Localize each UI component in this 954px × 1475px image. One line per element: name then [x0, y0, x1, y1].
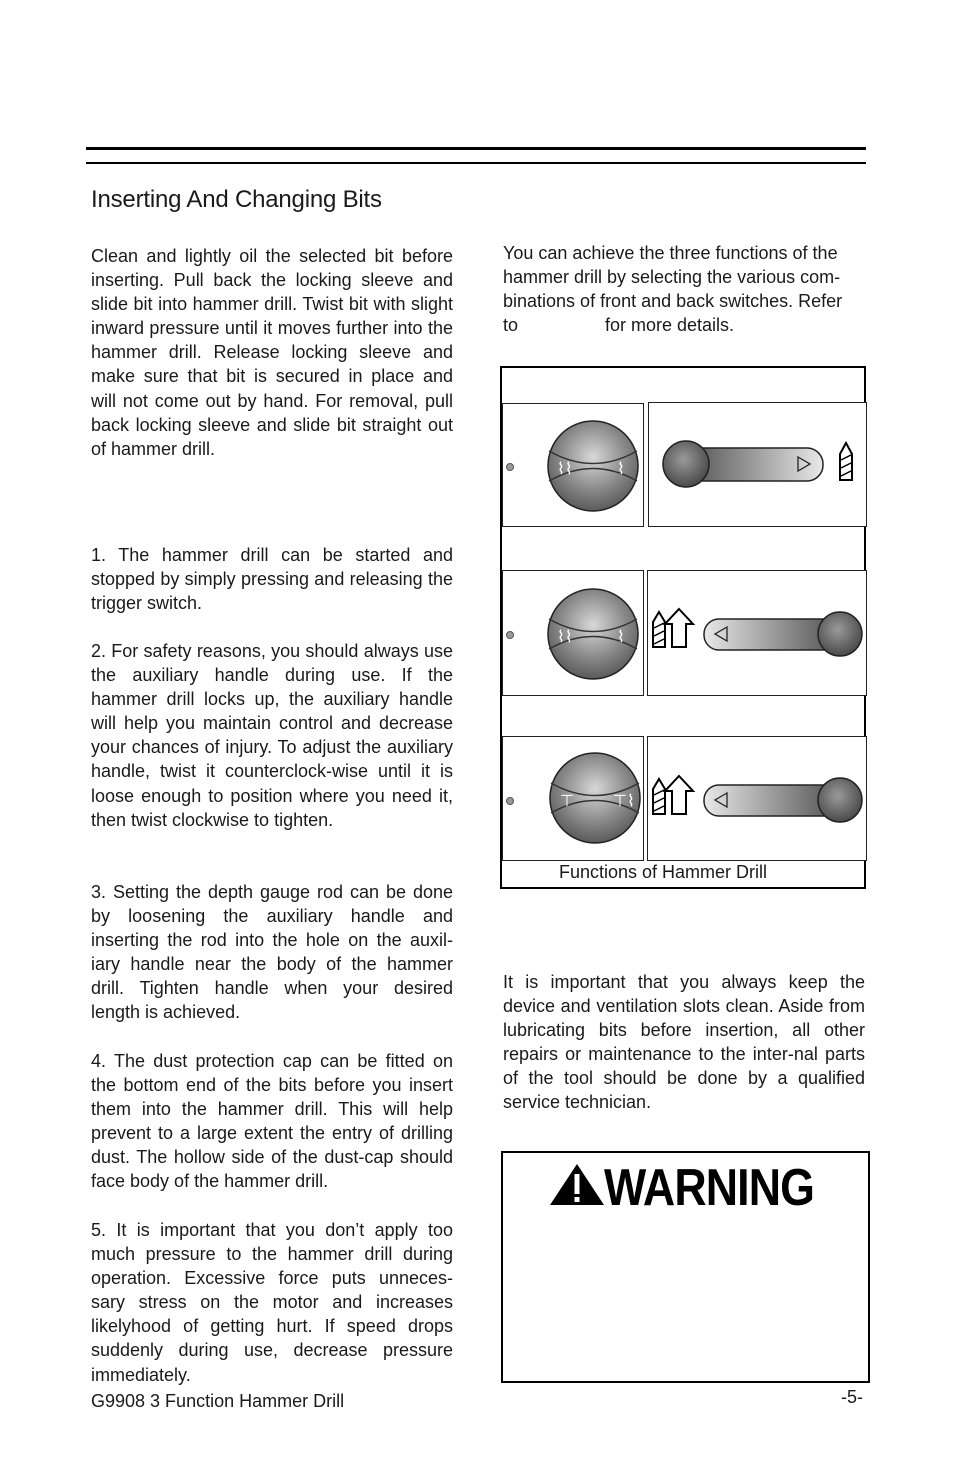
section-title: Inserting And Changing Bits: [91, 186, 382, 213]
warning-title: WARNING: [604, 1159, 815, 1217]
figure-caption: Functions of Hammer Drill: [559, 862, 768, 882]
step-5: 5. It is important that you don’t apply too much pressure to the hammer drill during operation. Excessive force puts unneces-sary stress on the motor and increases likelyhood of getting hurt. If speed drops suddenly during use, decrease pressure immediately.: [91, 1220, 453, 1385]
hammer-drill-mode-icon: [653, 776, 693, 814]
svg-text:⊤: ⊤: [560, 791, 574, 810]
footer-page-number: -5-: [841, 1387, 863, 1407]
function-intro-line-2: hammer drill by selecting the various com-: [503, 267, 841, 287]
step-3: 3. Setting the depth gauge rod can be done by loosening the auxiliary handle and inserting the rod into the hole on the auxil-iary handle near the body of the hammer drill. Tighten handle when your desired length is achieved.: [91, 882, 453, 1023]
insert-bits-paragraph: Clean and lightly oil the selected bit before inserting. Pull back the locking sleeve and slide bit into hammer drill. Twist bit with slight inward pressure until it moves further into the hammer drill. Release locking sleeve and make sure that bit is secured in place and will not come out by hand. For removal, pull back locking sleeve and slide bit straight out of hammer drill.: [91, 246, 453, 459]
selector-knob-icon: [507, 753, 641, 843]
function-intro-line-4b: for more details.: [605, 315, 735, 335]
maintenance-paragraph: It is important that you always keep the device and ventilation slots clean. Aside from lubricating bits before insertion, all other repairs or maintenance to the inter-nal parts of the tool should be done by a qualified service technician.: [503, 972, 865, 1113]
function-intro-line-1: You can achieve the three functions of the: [503, 243, 838, 263]
selector-knob-icon: [507, 589, 639, 679]
drill-bit-icon: [840, 443, 852, 480]
slide-switch-icon: [704, 612, 862, 656]
function-intro-line-4a: to: [503, 315, 519, 335]
svg-text:⌇: ⌇: [617, 459, 625, 478]
footer-model: G9908 3 Function Hammer Drill: [91, 1391, 345, 1411]
function-intro-line-3: binations of front and back switches. Refer: [503, 291, 843, 311]
svg-text:⌇⌇: ⌇⌇: [557, 459, 573, 478]
svg-text:⌇⌇: ⌇⌇: [557, 627, 573, 646]
selector-knob-icon: [507, 421, 639, 511]
step-2: 2. For safety reasons, you should always use the auxiliary handle during use. If the hammer drill locks up, the auxiliary handle will help you maintain control and decrease your chances of injury. To adjust the auxiliary handle, twist it counterclock-wise until it is loose enough to position where you need it, then twist clockwise to tighten.: [91, 641, 453, 830]
svg-text:⊤⌇: ⊤⌇: [613, 791, 635, 810]
step-4: 4. The dust protection cap can be fitted on the bottom end of the bits before you insert them into the hammer drill. This will help prevent to a large extent the entry of drilling dust. The hollow side of the dust-cap should face body of the hammer drill.: [91, 1051, 453, 1192]
step-1: 1. The hammer drill can be started and stopped by simply pressing and releasing the trigger switch.: [91, 545, 453, 614]
slide-switch-icon: [663, 441, 823, 487]
hammer-drill-mode-icon: [653, 609, 693, 647]
svg-text:⌇: ⌇: [617, 627, 625, 646]
slide-switch-icon: [704, 778, 862, 822]
